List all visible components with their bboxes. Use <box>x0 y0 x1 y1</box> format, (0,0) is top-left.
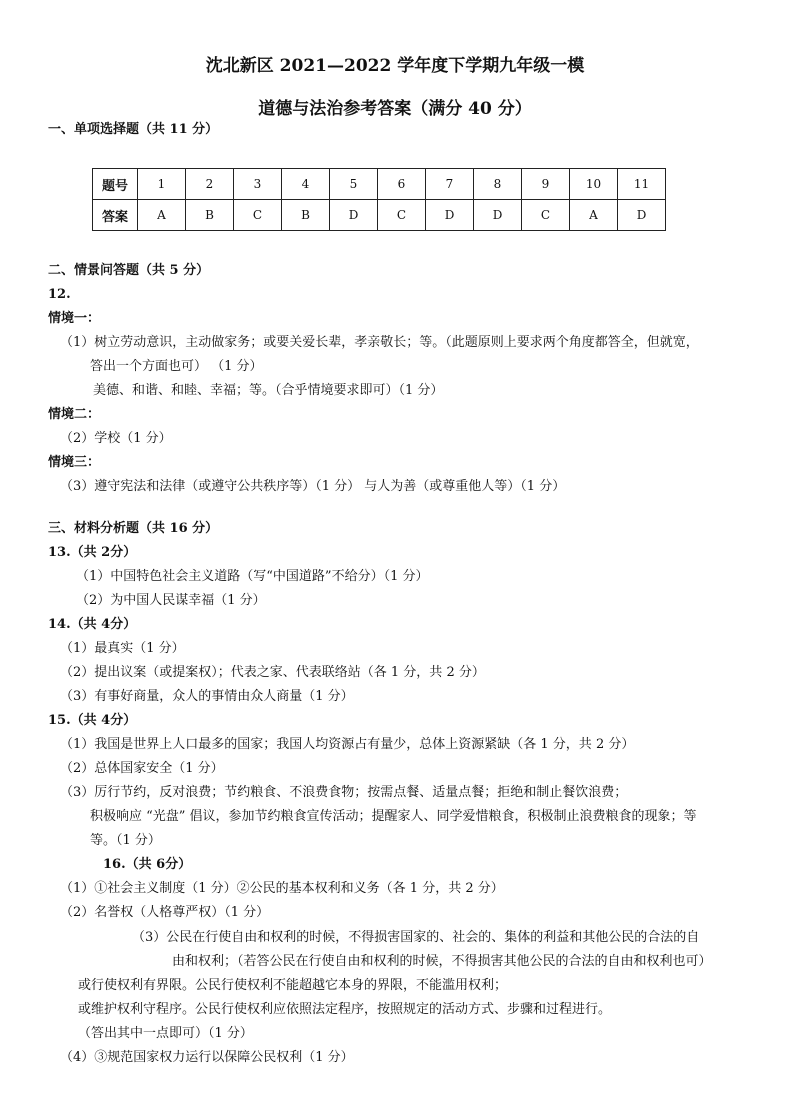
document-title: 沈北新区 2021—2022 学年度下学期九年级一模 <box>205 56 585 76</box>
table-cell: 5 <box>330 169 378 200</box>
answer-line: （1）我国是世界上人口最多的国家；我国人均资源占有量少，总体上资源紧缺（各 1 分，共 2 分） <box>60 737 635 752</box>
scenario-label: 情境三： <box>48 455 101 470</box>
section-1-heading: 一、单项选择题（共 11 分） <box>48 122 219 137</box>
table-cell: 8 <box>474 169 522 200</box>
answer-line: （4）③规范国家权力运行以保障公民权利（1 分） <box>60 1050 354 1065</box>
table-cell: A <box>138 200 186 231</box>
scenario-label: 情境一： <box>48 311 101 326</box>
table-cell: 6 <box>378 169 426 200</box>
answer-line: 积极响应 “光盘” 倡议，参加节约粮食宣传活动；提醒家人、同学爱惜粮食，积极制止浪费粮食的现象；等 <box>90 809 697 824</box>
answer-line: 或维护权利守程序。公民行使权利应依照法定程序，按照规定的活动方式、步骤和过程进行。 <box>78 1002 612 1017</box>
answer-line: 答出一个方面也可） （1 分） <box>90 359 263 374</box>
answer-line: （2）学校（1 分） <box>60 431 172 446</box>
table-cell: D <box>474 200 522 231</box>
table-cell: C <box>378 200 426 231</box>
table-cell: 2 <box>186 169 234 200</box>
answer-line: （2）名誉权（人格尊严权）（1 分） <box>60 905 270 920</box>
question-number: 16.（共 6分） <box>103 857 192 872</box>
table-cell: 10 <box>570 169 618 200</box>
table-cell: A <box>570 200 618 231</box>
scenario-label: 情境二： <box>48 407 101 422</box>
table-row <box>93 200 666 231</box>
section-2-heading: 二、情景问答题（共 5 分） <box>48 263 210 278</box>
table-cell: B <box>186 200 234 231</box>
table-cell: C <box>234 200 282 231</box>
table-cell: 3 <box>234 169 282 200</box>
table-header-cell: 题号 <box>93 169 138 200</box>
table-cell: D <box>618 200 666 231</box>
document-subtitle: 道德与法治参考答案（满分 40 分） <box>258 99 532 119</box>
answer-line: （2）为中国人民谋幸福（1 分） <box>76 593 266 608</box>
answer-line: 美德、和谐、和睦、幸福；等。（合乎情境要求即可）（1 分） <box>93 383 444 398</box>
answer-line: （3）有事好商量，众人的事情由众人商量（1 分） <box>60 689 354 704</box>
answer-line: （1）中国特色社会主义道路（写“中国道路”不给分）（1 分） <box>76 569 429 584</box>
question-number: 12. <box>48 287 71 302</box>
answer-line: （1）树立劳动意识，主动做家务；或要关爱长辈，孝亲敬长；等。（此题原则上要求两个角度都答全，但就宽， <box>60 335 699 350</box>
answer-line: （1）①社会主义制度（1 分）②公民的基本权利和义务（各 1 分，共 2 分） <box>60 881 504 896</box>
question-number: 15.（共 4分） <box>48 713 137 728</box>
table-header-cell: 答案 <box>93 200 138 231</box>
table-cell: D <box>330 200 378 231</box>
table-cell: C <box>522 200 570 231</box>
answer-line: （3）公民在行使自由和权利的时候，不得损害国家的、社会的、集体的利益和其他公民的合法的自 <box>132 930 700 945</box>
question-number: 13.（共 2分） <box>48 545 137 560</box>
answer-line: （答出其中一点即可）（1 分） <box>78 1026 253 1041</box>
table-cell: 4 <box>282 169 330 200</box>
answer-line: 等。（1 分） <box>90 833 161 848</box>
table-cell: 9 <box>522 169 570 200</box>
table-cell: 1 <box>138 169 186 200</box>
answer-line: 或行使权利有界限。公民行使权利不能超越它本身的界限，不能滥用权利； <box>78 978 508 993</box>
answer-line: （2）总体国家安全（1 分） <box>60 761 224 776</box>
table-row <box>93 169 666 200</box>
answer-line: （1）最真实（1 分） <box>60 641 185 656</box>
table-cell: 11 <box>618 169 666 200</box>
section-3-heading: 三、材料分析题（共 16 分） <box>48 521 219 536</box>
table-cell: B <box>282 200 330 231</box>
question-number: 14.（共 4分） <box>48 617 137 632</box>
answer-line: （3）厉行节约，反对浪费；节约粮食、不浪费食物；按需点餐、适量点餐；拒绝和制止餐饮浪费； <box>60 785 628 800</box>
table-cell: 7 <box>426 169 474 200</box>
answer-table <box>92 168 666 231</box>
answer-line: 由和权利；（若答公民在行使自由和权利的时候，不得损害其他公民的合法的自由和权利也可） <box>172 954 712 969</box>
answer-line: （2）提出议案（或提案权）；代表之家、代表联络站（各 1 分，共 2 分） <box>60 665 485 680</box>
table-cell: D <box>426 200 474 231</box>
answer-line: （3）遵守宪法和法律（或遵守公共秩序等）（1 分） 与人为善（或尊重他人等）（1 分） <box>60 479 566 494</box>
